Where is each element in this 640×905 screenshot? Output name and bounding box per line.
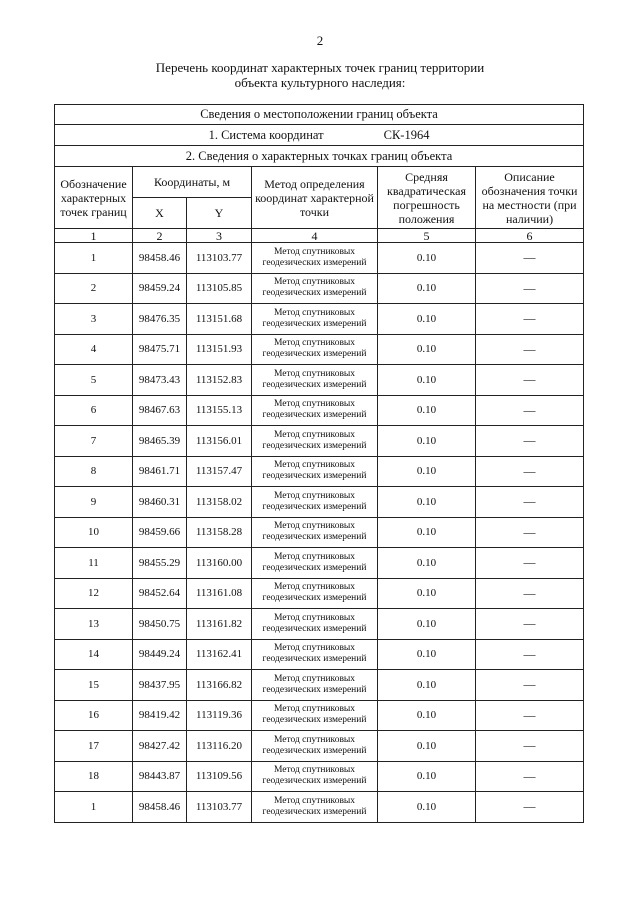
method-cell: Метод спутниковых геодезических измерений xyxy=(252,731,378,762)
description-cell: — xyxy=(476,761,584,792)
method-cell: Метод спутниковых геодезических измерений xyxy=(252,456,378,487)
x-coordinate-cell: 98449.24 xyxy=(133,639,187,670)
error-cell: 0.10 xyxy=(378,639,476,670)
error-cell: 0.10 xyxy=(378,365,476,396)
error-cell: 0.10 xyxy=(378,761,476,792)
point-number-cell: 14 xyxy=(55,639,133,670)
column-designation: Обозначение характерных точек границ xyxy=(55,167,133,229)
column-number: 3 xyxy=(187,229,252,243)
y-coordinate-cell: 113152.83 xyxy=(187,365,252,396)
coordinate-system-label: 1. Система координат xyxy=(208,127,324,142)
column-method: Метод определения координат характерной точки xyxy=(252,167,378,229)
error-cell: 0.10 xyxy=(378,792,476,823)
coordinate-system-value: СК-1964 xyxy=(383,127,430,142)
x-coordinate-cell: 98458.46 xyxy=(133,792,187,823)
page-number: 2 xyxy=(316,33,324,48)
x-coordinate-cell: 98450.75 xyxy=(133,609,187,640)
column-number: 2 xyxy=(133,229,187,243)
column-number-row xyxy=(55,229,584,243)
coordinates-table xyxy=(54,104,584,823)
column-coordinates: Координаты, м xyxy=(133,167,252,198)
point-number-cell: 10 xyxy=(55,517,133,548)
point-number-cell: 3 xyxy=(55,304,133,335)
description-cell: — xyxy=(476,578,584,609)
table-row xyxy=(55,365,584,396)
y-coordinate-cell: 113151.93 xyxy=(187,334,252,365)
point-number-cell: 6 xyxy=(55,395,133,426)
method-cell: Метод спутниковых геодезических измерений xyxy=(252,609,378,640)
column-number: 6 xyxy=(476,229,584,243)
method-cell: Метод спутниковых геодезических измерений xyxy=(252,304,378,335)
y-coordinate-cell: 113161.08 xyxy=(187,578,252,609)
column-error: Средняя квадратическая погрешность положения xyxy=(378,167,476,229)
document-title xyxy=(0,60,640,90)
x-coordinate-cell: 98459.66 xyxy=(133,517,187,548)
description-cell: — xyxy=(476,456,584,487)
description-cell: — xyxy=(476,670,584,701)
method-cell: Метод спутниковых геодезических измерений xyxy=(252,670,378,701)
method-cell: Метод спутниковых геодезических измерений xyxy=(252,487,378,518)
method-cell: Метод спутниковых геодезических измерений xyxy=(252,365,378,396)
point-number-cell: 8 xyxy=(55,456,133,487)
error-cell: 0.10 xyxy=(378,487,476,518)
error-cell: 0.10 xyxy=(378,548,476,579)
method-cell: Метод спутниковых геодезических измерений xyxy=(252,334,378,365)
method-cell: Метод спутниковых геодезических измерений xyxy=(252,548,378,579)
description-cell: — xyxy=(476,426,584,457)
y-coordinate-cell: 113158.28 xyxy=(187,517,252,548)
description-cell: — xyxy=(476,792,584,823)
coordinate-system-row xyxy=(55,125,584,146)
y-coordinate-cell: 113157.47 xyxy=(187,456,252,487)
x-coordinate-cell: 98419.42 xyxy=(133,700,187,731)
table-row xyxy=(55,243,584,274)
y-coordinate-cell: 113151.68 xyxy=(187,304,252,335)
method-cell: Метод спутниковых геодезических измерений xyxy=(252,395,378,426)
table-row xyxy=(55,792,584,823)
point-number-cell: 16 xyxy=(55,700,133,731)
x-coordinate-cell: 98459.24 xyxy=(133,273,187,304)
x-coordinate-cell: 98473.43 xyxy=(133,365,187,396)
y-coordinate-cell: 113116.20 xyxy=(187,731,252,762)
error-cell: 0.10 xyxy=(378,426,476,457)
error-cell: 0.10 xyxy=(378,517,476,548)
point-number-cell: 12 xyxy=(55,578,133,609)
point-number-cell: 4 xyxy=(55,334,133,365)
table-row xyxy=(55,487,584,518)
table-row xyxy=(55,731,584,762)
y-coordinate-cell: 113105.85 xyxy=(187,273,252,304)
x-coordinate-cell: 98467.63 xyxy=(133,395,187,426)
table-row xyxy=(55,670,584,701)
points-info-row: 2. Сведения о характерных точках границ объекта xyxy=(55,146,584,167)
description-cell: — xyxy=(476,487,584,518)
y-coordinate-cell: 113161.82 xyxy=(187,609,252,640)
table-row xyxy=(55,761,584,792)
description-cell: — xyxy=(476,395,584,426)
x-coordinate-cell: 98427.42 xyxy=(133,731,187,762)
table-row xyxy=(55,273,584,304)
method-cell: Метод спутниковых геодезических измерений xyxy=(252,243,378,274)
description-cell: — xyxy=(476,700,584,731)
y-coordinate-cell: 113155.13 xyxy=(187,395,252,426)
x-coordinate-cell: 98465.39 xyxy=(133,426,187,457)
description-cell: — xyxy=(476,243,584,274)
description-cell: — xyxy=(476,304,584,335)
method-cell: Метод спутниковых геодезических измерений xyxy=(252,517,378,548)
table-row xyxy=(55,395,584,426)
point-number-cell: 13 xyxy=(55,609,133,640)
error-cell: 0.10 xyxy=(378,395,476,426)
point-number-cell: 5 xyxy=(55,365,133,396)
point-number-cell: 18 xyxy=(55,761,133,792)
description-cell: — xyxy=(476,639,584,670)
y-coordinate-cell: 113103.77 xyxy=(187,243,252,274)
method-cell: Метод спутниковых геодезических измерений xyxy=(252,426,378,457)
column-description: Описание обозначения точки на местности (при наличии) xyxy=(476,167,584,229)
title-line-2: объекта культурного наследия: xyxy=(234,75,406,90)
description-cell: — xyxy=(476,365,584,396)
method-cell: Метод спутниковых геодезических измерений xyxy=(252,639,378,670)
table-row xyxy=(55,517,584,548)
x-coordinate-cell: 98437.95 xyxy=(133,670,187,701)
y-coordinate-cell: 113160.00 xyxy=(187,548,252,579)
x-coordinate-cell: 98476.35 xyxy=(133,304,187,335)
y-coordinate-cell: 113162.41 xyxy=(187,639,252,670)
error-cell: 0.10 xyxy=(378,609,476,640)
column-x: X xyxy=(133,198,187,229)
method-cell: Метод спутниковых геодезических измерений xyxy=(252,273,378,304)
method-cell: Метод спутниковых геодезических измерений xyxy=(252,700,378,731)
x-coordinate-cell: 98455.29 xyxy=(133,548,187,579)
column-number: 1 xyxy=(55,229,133,243)
error-cell: 0.10 xyxy=(378,334,476,365)
method-cell: Метод спутниковых геодезических измерений xyxy=(252,761,378,792)
error-cell: 0.10 xyxy=(378,273,476,304)
table-row xyxy=(55,334,584,365)
description-cell: — xyxy=(476,731,584,762)
y-coordinate-cell: 113103.77 xyxy=(187,792,252,823)
point-number-cell: 1 xyxy=(55,243,133,274)
y-coordinate-cell: 113156.01 xyxy=(187,426,252,457)
column-number: 4 xyxy=(252,229,378,243)
table-row xyxy=(55,700,584,731)
error-cell: 0.10 xyxy=(378,670,476,701)
table-row xyxy=(55,304,584,335)
y-coordinate-cell: 113158.02 xyxy=(187,487,252,518)
point-number-cell: 15 xyxy=(55,670,133,701)
x-coordinate-cell: 98475.71 xyxy=(133,334,187,365)
error-cell: 0.10 xyxy=(378,578,476,609)
table-header: Сведения о местоположении границ объекта xyxy=(55,105,584,125)
table-row xyxy=(55,426,584,457)
x-coordinate-cell: 98461.71 xyxy=(133,456,187,487)
table-row xyxy=(55,639,584,670)
error-cell: 0.10 xyxy=(378,456,476,487)
method-cell: Метод спутниковых геодезических измерений xyxy=(252,578,378,609)
title-line-1: Перечень координат характерных точек границ территории xyxy=(155,60,485,75)
table-row xyxy=(55,609,584,640)
point-number-cell: 7 xyxy=(55,426,133,457)
error-cell: 0.10 xyxy=(378,700,476,731)
y-coordinate-cell: 113109.56 xyxy=(187,761,252,792)
table-row xyxy=(55,548,584,579)
point-number-cell: 17 xyxy=(55,731,133,762)
table-row xyxy=(55,456,584,487)
description-cell: — xyxy=(476,273,584,304)
description-cell: — xyxy=(476,334,584,365)
point-number-cell: 2 xyxy=(55,273,133,304)
x-coordinate-cell: 98458.46 xyxy=(133,243,187,274)
error-cell: 0.10 xyxy=(378,304,476,335)
column-number: 5 xyxy=(378,229,476,243)
y-coordinate-cell: 113166.82 xyxy=(187,670,252,701)
x-coordinate-cell: 98452.64 xyxy=(133,578,187,609)
x-coordinate-cell: 98460.31 xyxy=(133,487,187,518)
x-coordinate-cell: 98443.87 xyxy=(133,761,187,792)
error-cell: 0.10 xyxy=(378,731,476,762)
error-cell: 0.10 xyxy=(378,243,476,274)
description-cell: — xyxy=(476,548,584,579)
description-cell: — xyxy=(476,609,584,640)
point-number-cell: 1 xyxy=(55,792,133,823)
point-number-cell: 11 xyxy=(55,548,133,579)
y-coordinate-cell: 113119.36 xyxy=(187,700,252,731)
description-cell: — xyxy=(476,517,584,548)
table-row xyxy=(55,578,584,609)
point-number-cell: 9 xyxy=(55,487,133,518)
method-cell: Метод спутниковых геодезических измерений xyxy=(252,792,378,823)
column-y: Y xyxy=(187,198,252,229)
